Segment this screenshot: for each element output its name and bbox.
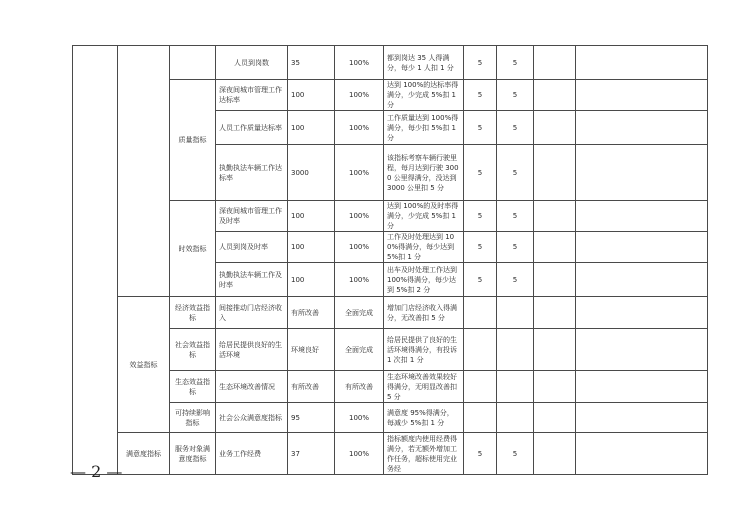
indicator-name: 人员到岗数 (216, 46, 288, 80)
indicator-name: 人员工作质量达标率 (216, 111, 288, 145)
empty-cell (534, 201, 576, 232)
remarks-cell (576, 371, 708, 403)
indicator-name: 业务工作经费 (216, 433, 288, 475)
scoring-method: 满意度 95%得满分，每减少 5%扣 1 分 (384, 403, 464, 433)
empty-cell (534, 80, 576, 111)
empty-cell (534, 111, 576, 145)
indicator-target: 全面完成 (335, 329, 384, 371)
group-social: 社会效益指标 (170, 329, 216, 371)
group-quality: 质量指标 (170, 80, 216, 201)
scoring-method: 指标额度内使用经费得满分，若无额外增加工作任务，超标使用完业务经 (384, 433, 464, 475)
empty-cell (534, 46, 576, 80)
actual-score (497, 371, 534, 403)
actual-score: 5 (497, 232, 534, 263)
remarks-cell (576, 263, 708, 297)
indicator-target: 100% (335, 433, 384, 475)
indicator-target: 100% (335, 403, 384, 433)
actual-score (497, 329, 534, 371)
actual-score (497, 403, 534, 433)
indicator-target: 100% (335, 46, 384, 80)
indicator-target: 100% (335, 80, 384, 111)
indicator-value: 100 (288, 201, 335, 232)
scoring-method: 该指标考察车辆行驶里程，每月达到行驶 3000 公里得满分，没达到 3000 公里扣 5 分 (384, 145, 464, 201)
indicator-value: 环境良好 (288, 329, 335, 371)
empty-cell (534, 329, 576, 371)
group-ecological: 生态效益指标 (170, 371, 216, 403)
indicator-value: 37 (288, 433, 335, 475)
indicator-value: 有所改善 (288, 371, 335, 403)
indicator-target: 100% (335, 111, 384, 145)
page-number: — 2 — (70, 462, 123, 481)
indicator-target: 有所改善 (335, 371, 384, 403)
scoring-method: 给居民提供了良好的生活环境得满分，有投诉 1 次扣 1 分 (384, 329, 464, 371)
empty-cell (534, 403, 576, 433)
col1-blank (73, 46, 118, 475)
indicator-name: 给居民提供良好的生活环境 (216, 329, 288, 371)
remarks-cell (576, 433, 708, 475)
weight-score: 5 (464, 46, 497, 80)
indicator-target: 100% (335, 201, 384, 232)
empty-cell (534, 232, 576, 263)
empty-cell (534, 433, 576, 475)
remarks-cell (576, 145, 708, 201)
group-economic: 经济效益指标 (170, 297, 216, 329)
actual-score: 5 (497, 111, 534, 145)
group-satisfaction: 满意度指标 (118, 433, 170, 475)
group-timeliness: 时效指标 (170, 201, 216, 297)
remarks-cell (576, 329, 708, 371)
weight-score: 5 (464, 80, 497, 111)
weight-score: 5 (464, 263, 497, 297)
indicator-name: 生态环境改善情况 (216, 371, 288, 403)
indicator-target: 100% (335, 263, 384, 297)
indicator-name: 人员到岗及时率 (216, 232, 288, 263)
actual-score: 5 (497, 80, 534, 111)
scoring-method: 增加门店经济收入得满分，无改善扣 5 分 (384, 297, 464, 329)
indicator-value: 有所改善 (288, 297, 335, 329)
scoring-method: 生态环境改善效果较好得满分，无明显改善扣 5 分 (384, 371, 464, 403)
indicator-name: 深夜间城市管理工作达标率 (216, 80, 288, 111)
empty-cell (534, 297, 576, 329)
weight-score: 5 (464, 232, 497, 263)
remarks-cell (576, 232, 708, 263)
col2-blank (118, 46, 170, 297)
indicator-value: 100 (288, 111, 335, 145)
indicator-name: 间接推动门店经济收入 (216, 297, 288, 329)
indicator-value: 100 (288, 232, 335, 263)
indicator-target: 全面完成 (335, 297, 384, 329)
col3-blank (170, 46, 216, 80)
remarks-cell (576, 80, 708, 111)
scoring-method: 出车及时处理工作达到 100%得满分，每少达到 5%扣 2 分 (384, 263, 464, 297)
weight-score: 5 (464, 111, 497, 145)
group-benefit: 效益指标 (118, 297, 170, 433)
remarks-cell (576, 201, 708, 232)
weight-score (464, 403, 497, 433)
scoring-method: 都到岗达 35 人得满分，每少 1 人扣 1 分 (384, 46, 464, 80)
weight-score (464, 297, 497, 329)
group-service-target: 服务对象满意度指标 (170, 433, 216, 475)
remarks-cell (576, 297, 708, 329)
actual-score: 5 (497, 433, 534, 475)
actual-score: 5 (497, 201, 534, 232)
indicator-target: 100% (335, 232, 384, 263)
empty-cell (534, 145, 576, 201)
weight-score: 5 (464, 145, 497, 201)
weight-score: 5 (464, 201, 497, 232)
indicator-target: 100% (335, 145, 384, 201)
group-sustainable: 可持续影响指标 (170, 403, 216, 433)
scoring-method: 达到 100%的达标率得满分，少完成 5%扣 1 分 (384, 80, 464, 111)
remarks-cell (576, 46, 708, 80)
actual-score: 5 (497, 263, 534, 297)
scoring-method: 达到 100%的及时率得满分，少完成 5%扣 1 分 (384, 201, 464, 232)
indicator-name: 深夜间城市管理工作及时率 (216, 201, 288, 232)
indicator-name: 社会公众满意度指标 (216, 403, 288, 433)
indicator-name: 执勤执法车辆工作达标率 (216, 145, 288, 201)
indicator-value: 100 (288, 80, 335, 111)
scoring-method: 工作质量达到 100%得满分，每少扣 5%扣 1 分 (384, 111, 464, 145)
actual-score (497, 297, 534, 329)
empty-cell (534, 371, 576, 403)
indicator-name: 执勤执法车辆工作及时率 (216, 263, 288, 297)
remarks-cell (576, 111, 708, 145)
scoring-method: 工作及时处理达到 100%得满分，每少达到 5%扣 1 分 (384, 232, 464, 263)
actual-score: 5 (497, 145, 534, 201)
indicator-value: 95 (288, 403, 335, 433)
empty-cell (534, 263, 576, 297)
performance-indicator-table (72, 45, 708, 475)
indicator-value: 3000 (288, 145, 335, 201)
actual-score: 5 (497, 46, 534, 80)
remarks-cell (576, 403, 708, 433)
indicator-value: 100 (288, 263, 335, 297)
weight-score: 5 (464, 433, 497, 475)
indicator-value: 35 (288, 46, 335, 80)
weight-score (464, 371, 497, 403)
weight-score (464, 329, 497, 371)
